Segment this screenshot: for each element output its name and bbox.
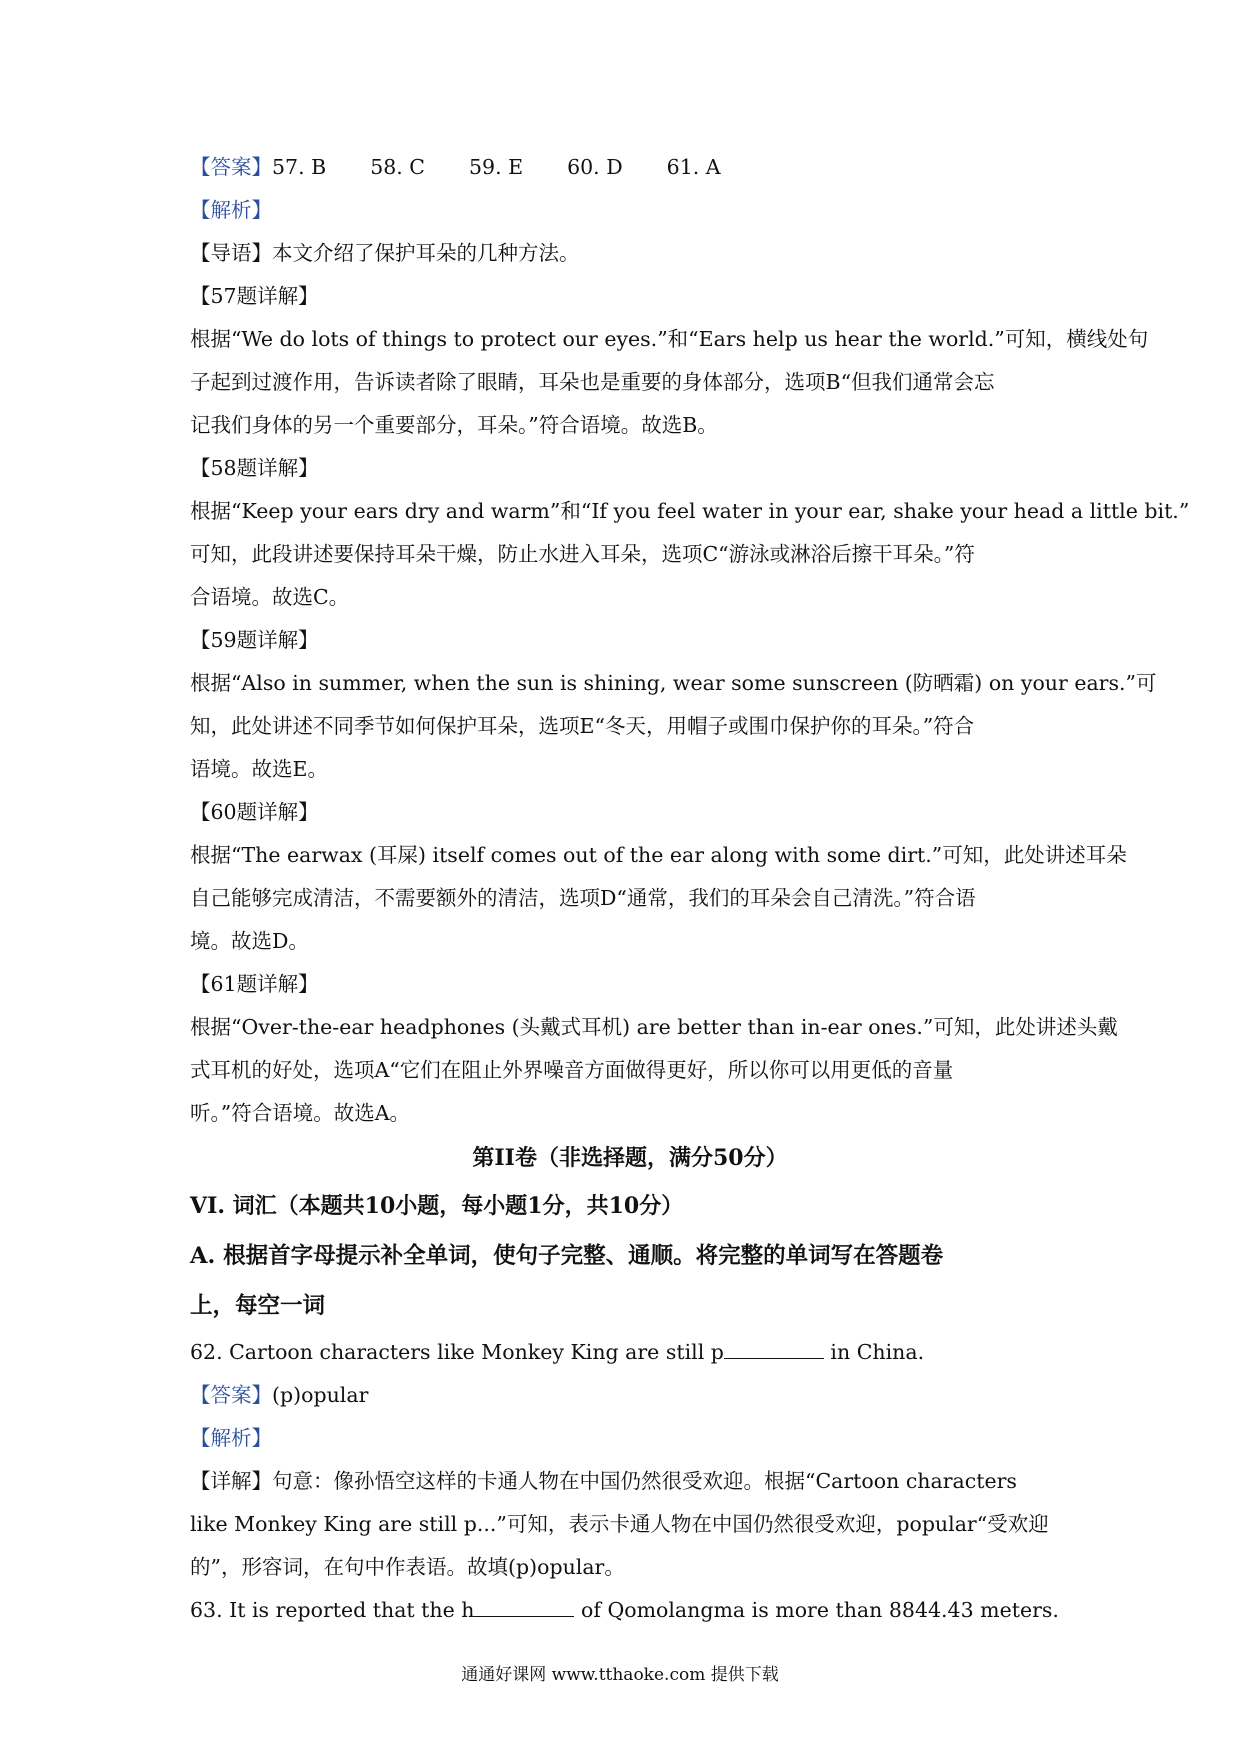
q57-line: 子起到过渡作用，告诉读者除了眼睛，耳朵也是重要的身体部分，选项B“但我们通常会忘 (190, 370, 995, 394)
answer-item: 60. D (567, 155, 623, 179)
q62-blank (724, 1340, 824, 1359)
q58-line: 根据“Keep your ears dry and warm”和“If you feel water in your ear, shake your head a little bit.” (190, 499, 1190, 523)
q61-line: 根据“Over-the-ear headphones (头戴式耳机) are better than in-ear ones.”可知，此处讲述头戴 (190, 1015, 1118, 1039)
q60-line: 根据“The earwax (耳屎) itself comes out of the ear along with some dirt.”可知，此处讲述耳朵 (190, 843, 1127, 867)
q63-blank (474, 1598, 574, 1617)
part-a-heading: A. 根据首字母提示补全单词，使句子完整、通顺。将完整的单词写在答题卷 (190, 1243, 944, 1269)
answer-label: 【答案】 (190, 155, 272, 179)
analysis-label: 【解析】 (190, 198, 272, 222)
q62-detail-line: 的”，形容词，在句中作表语。故填(p)opular。 (190, 1555, 625, 1579)
q62-stem (190, 1331, 1070, 1374)
answer-item: 58. C (370, 155, 425, 179)
q60-line: 境。故选D。 (190, 929, 309, 953)
answer-item: 57. B (272, 155, 327, 179)
q62-answer: (p)opular (272, 1383, 369, 1407)
part-a-heading: 上，每空一词 (190, 1293, 326, 1319)
q63-stem (190, 1589, 1070, 1632)
answer-item: 61. A (666, 155, 721, 179)
page-content (190, 146, 1190, 1632)
intro-line: 【导语】本文介绍了保护耳朵的几种方法。 (190, 241, 580, 265)
q61-title: 【61题详解】 (190, 972, 319, 996)
q62-stem-after: in China. (823, 1340, 925, 1364)
q58-title: 【58题详解】 (190, 456, 319, 480)
q58-line: 合语境。故选C。 (190, 585, 350, 609)
q59-line: 根据“Also in summer, when the sun is shining, wear some sunscreen (防晒霜) on your ears.”可 (190, 671, 1157, 695)
q59-title: 【59题详解】 (190, 628, 319, 652)
q57-line: 根据“We do lots of things to protect our eyes.”和“Ears help us hear the world.”可知，横线处句 (190, 327, 1149, 351)
q61-line: 式耳机的好处，选项A“它们在阻止外界噪音方面做得更好，所以你可以用更低的音量 (190, 1058, 954, 1082)
q59-line: 语境。故选E。 (190, 757, 328, 781)
q57-line: 记我们身体的另一个重要部分，耳朵。”符合语境。故选B。 (190, 413, 718, 437)
q57-title: 【57题详解】 (190, 284, 319, 308)
answer-item: 59. E (469, 155, 524, 179)
q62-answer-label: 【答案】 (190, 1383, 272, 1407)
q61-line: 听。”符合语境。故选A。 (190, 1101, 411, 1125)
footer-source: 通通好课网 www.tthaoke.com 提供下载 (461, 1665, 779, 1685)
q58-line: 可知，此段讲述要保持耳朵干燥，防止水进入耳朵，选项C“游泳或淋浴后擦干耳朵。”符 (190, 542, 975, 566)
q60-line: 自己能够完成清洁，不需要额外的清洁，选项D“通常，我们的耳朵会自己清洗。”符合语 (190, 886, 976, 910)
q62-answer-line (190, 1374, 1070, 1417)
answer-line (190, 146, 1070, 189)
q63-stem-before: 63. It is reported that the h (190, 1598, 475, 1622)
q59-line: 知，此处讲述不同季节如何保护耳朵，选项E“冬天，用帽子或围巾保护你的耳朵。”符合 (190, 714, 975, 738)
q62-stem-before: 62. Cartoon characters like Monkey King are still p (190, 1340, 724, 1364)
q60-title: 【60题详解】 (190, 800, 319, 824)
q62-detail-line: like Monkey King are still p...”可知，表示卡通人物在中国仍然很受欢迎，popular“受欢迎 (190, 1512, 1049, 1536)
volume-heading: 第II卷（非选择题，满分50分） (472, 1145, 788, 1171)
q63-stem-after: of Qomolangma is more than 8844.43 meters. (574, 1598, 1059, 1622)
q62-analysis-label: 【解析】 (190, 1426, 272, 1450)
q62-detail-line: 【详解】句意：像孙悟空这样的卡通人物在中国仍然很受欢迎。根据“Cartoon characters (190, 1469, 1017, 1493)
section-heading: VI. 词汇（本题共10小题，每小题1分，共10分） (190, 1193, 684, 1219)
